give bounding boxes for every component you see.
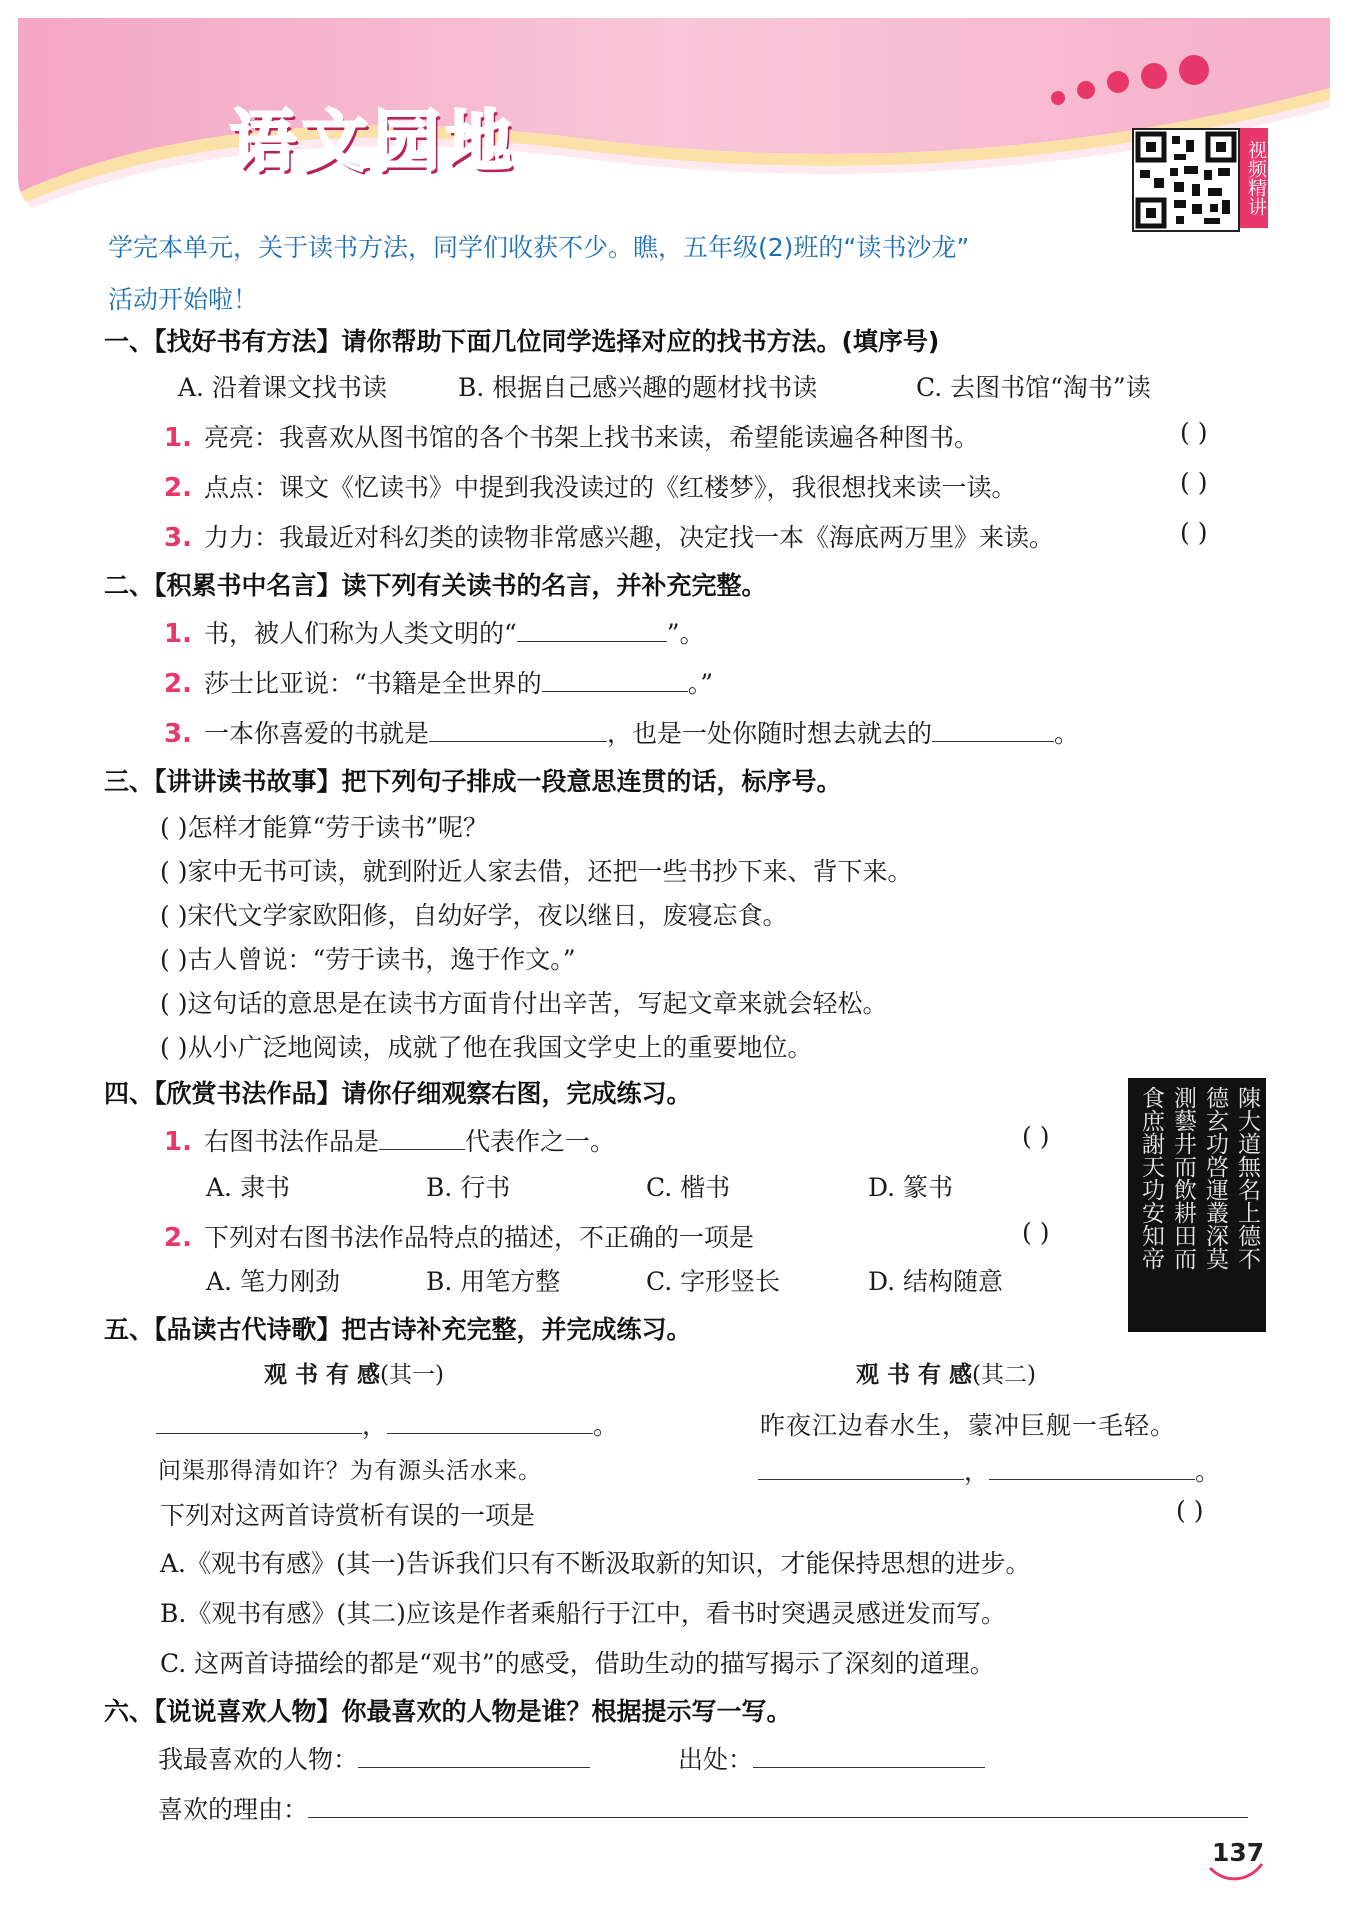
poem-2-line-2: ， 。 — [758, 1452, 1220, 1488]
calligraphy-col-3: 測藝井而飲耕田而 — [1170, 1086, 1196, 1270]
s6-reason-blank[interactable] — [308, 1795, 1248, 1818]
s3-answer-4[interactable]: ( ) — [160, 945, 188, 974]
s3-item-1: ( )怎样才能算“劳于读书”呢？ — [160, 813, 489, 842]
s4-q2-option-b: B. 用笔方整 — [426, 1267, 561, 1296]
s3-answer-6[interactable]: ( ) — [160, 1033, 188, 1062]
s2-blank-2[interactable] — [542, 669, 688, 692]
s1-answer-3[interactable]: ( ) — [1180, 518, 1208, 547]
s2-item-1: 1. 书，被人们称为人类文明的“ ”。 — [164, 619, 705, 649]
poem-1-line-2: 问渠那得清如许？为有源头活水来。 — [158, 1458, 542, 1484]
calligraphy-col-2: 德玄功啓運叢深莫 — [1202, 1086, 1228, 1270]
s1-option-c: C. 去图书馆“淘书”读 — [916, 373, 1151, 402]
poem-1-title: 观 书 有 感(其一) — [264, 1361, 444, 1388]
s3-item-3: ( )宋代文学家欧阳修，自幼好学，夜以继日，废寝忘食。 — [160, 901, 788, 930]
s1-option-b: B. 根据自己感兴趣的题材找书读 — [458, 373, 818, 402]
intro-line-1: 学完本单元，关于读书方法，同学们收获不少。瞧，五年级(2)班的“读书沙龙” — [108, 233, 970, 262]
s3-answer-2[interactable]: ( ) — [160, 857, 188, 886]
s6-reason-row: 喜欢的理由： — [158, 1790, 1248, 1826]
s5-option-a: A.《观书有感》(其一)告诉我们只有不断汲取新的知识，才能保持思想的进步。 — [160, 1549, 1031, 1578]
poem-2-blank-1[interactable] — [758, 1457, 964, 1480]
s5-option-b: B.《观书有感》(其二)应该是作者乘船行于江中，看书时突遇灵感迸发而写。 — [160, 1599, 1006, 1628]
poem-1-line-1: ， 。 — [156, 1406, 618, 1442]
page-title: 语文园地 — [230, 103, 518, 180]
s2-blank-3[interactable] — [429, 719, 607, 742]
section-3-heading: 三、【讲讲读书故事】把下列句子排成一段意思连贯的话，标序号。 — [104, 767, 842, 796]
s1-option-a: A. 沿着课文找书读 — [178, 373, 387, 402]
s2-blank-4[interactable] — [932, 719, 1054, 742]
s3-answer-5[interactable]: ( ) — [160, 989, 188, 1018]
section-5-heading: 五、【品读古代诗歌】把古诗补充完整，并完成练习。 — [104, 1315, 692, 1344]
s3-answer-1[interactable]: ( ) — [160, 813, 188, 842]
calligraphy-col-1: 陳大道無名上德不 — [1234, 1086, 1260, 1270]
s4-q1-blank[interactable] — [379, 1127, 465, 1150]
qr-code-icon[interactable] — [1132, 128, 1240, 232]
s4-q2-option-d: D. 结构随意 — [868, 1267, 1004, 1296]
s4-q1: 1. 右图书法作品是 代表作之一。 — [164, 1127, 616, 1157]
poem-2-line-1: 昨夜江边春水生，蒙冲巨舰一毛轻。 — [760, 1411, 1177, 1440]
calligraphy-col-4: 食庶謝天功安知帝 — [1138, 1086, 1164, 1270]
page-number: 137 — [1212, 1838, 1265, 1867]
s3-item-6: ( )从小广泛地阅读，成就了他在我国文学史上的重要地位。 — [160, 1033, 813, 1062]
poem-2-title: 观 书 有 感(其二) — [856, 1361, 1036, 1388]
calligraphy-image — [1128, 1078, 1266, 1332]
s1-answer-1[interactable]: ( ) — [1180, 418, 1208, 447]
s4-q1-option-a: A. 隶书 — [206, 1173, 290, 1202]
s4-q2: 2. 下列对右图书法作品特点的描述，不正确的一项是 — [164, 1223, 755, 1253]
intro-line-2: 活动开始啦！ — [108, 285, 259, 314]
s4-q1-option-b: B. 行书 — [426, 1173, 511, 1202]
s4-q1-answer[interactable]: ( ) — [1022, 1122, 1050, 1151]
s6-fav-row: 我最喜欢的人物： — [158, 1740, 590, 1776]
s1-answer-2[interactable]: ( ) — [1180, 468, 1208, 497]
s6-source-row: 出处： — [678, 1740, 985, 1776]
s5-option-c: C. 这两首诗描绘的都是“观书”的感受，借助生动的描写揭示了深刻的道理。 — [160, 1649, 995, 1678]
qr-video-label: 视频精讲 — [1240, 128, 1268, 228]
s2-item-3: 3. 一本你喜爱的书就是 ，也是一处你随时想去就去的 。 — [164, 719, 1080, 749]
section-2-heading: 二、【积累书中名言】读下列有关读书的名言，并补充完整。 — [104, 571, 767, 600]
s4-q1-option-d: D. 篆书 — [868, 1173, 954, 1202]
s3-item-2: ( )家中无书可读，就到附近人家去借，还把一些书抄下来、背下来。 — [160, 857, 913, 886]
s3-item-4: ( )古人曾说：“劳于读书，逸于作文。” — [160, 945, 576, 974]
section-1-heading: 一、【找好书有方法】请你帮助下面几位同学选择对应的找书方法。(填序号) — [104, 327, 940, 356]
page-number-swoosh — [1208, 1862, 1264, 1886]
s1-item-1: 1. 亮亮：我喜欢从图书馆的各个书架上找书来读，希望能读遍各种图书。 — [164, 423, 980, 453]
s6-fav-blank[interactable] — [358, 1745, 590, 1768]
s5-answer[interactable]: ( ) — [1176, 1496, 1204, 1525]
poem-1-blank-1[interactable] — [156, 1411, 362, 1434]
s2-blank-1[interactable] — [517, 619, 667, 642]
poem-1-blank-2[interactable] — [387, 1411, 593, 1434]
poem-2-blank-2[interactable] — [989, 1457, 1195, 1480]
s3-answer-3[interactable]: ( ) — [160, 901, 188, 930]
s4-q1-option-c: C. 楷书 — [646, 1173, 731, 1202]
s4-q2-answer[interactable]: ( ) — [1022, 1218, 1050, 1247]
section-4-heading: 四、【欣赏书法作品】请你仔细观察右图，完成练习。 — [104, 1079, 692, 1108]
s2-item-2: 2. 莎士比亚说：“书籍是全世界的 。” — [164, 669, 714, 699]
s5-question: 下列对这两首诗赏析有误的一项是 — [160, 1501, 536, 1530]
s1-item-3: 3. 力力：我最近对科幻类的读物非常感兴趣，决定找一本《海底两万里》来读。 — [164, 523, 1055, 553]
s6-source-blank[interactable] — [753, 1745, 985, 1768]
s1-item-2: 2. 点点：课文《忆读书》中提到我没读过的《红楼梦》，我很想找来读一读。 — [164, 473, 1017, 503]
section-6-heading: 六、【说说喜欢人物】你最喜欢的人物是谁？根据提示写一写。 — [104, 1697, 792, 1726]
s4-q2-option-c: C. 字形竖长 — [646, 1267, 781, 1296]
s4-q2-option-a: A. 笔力刚劲 — [206, 1267, 340, 1296]
s3-item-5: ( )这句话的意思是在读书方面肯付出辛苦，写起文章来就会轻松。 — [160, 989, 888, 1018]
